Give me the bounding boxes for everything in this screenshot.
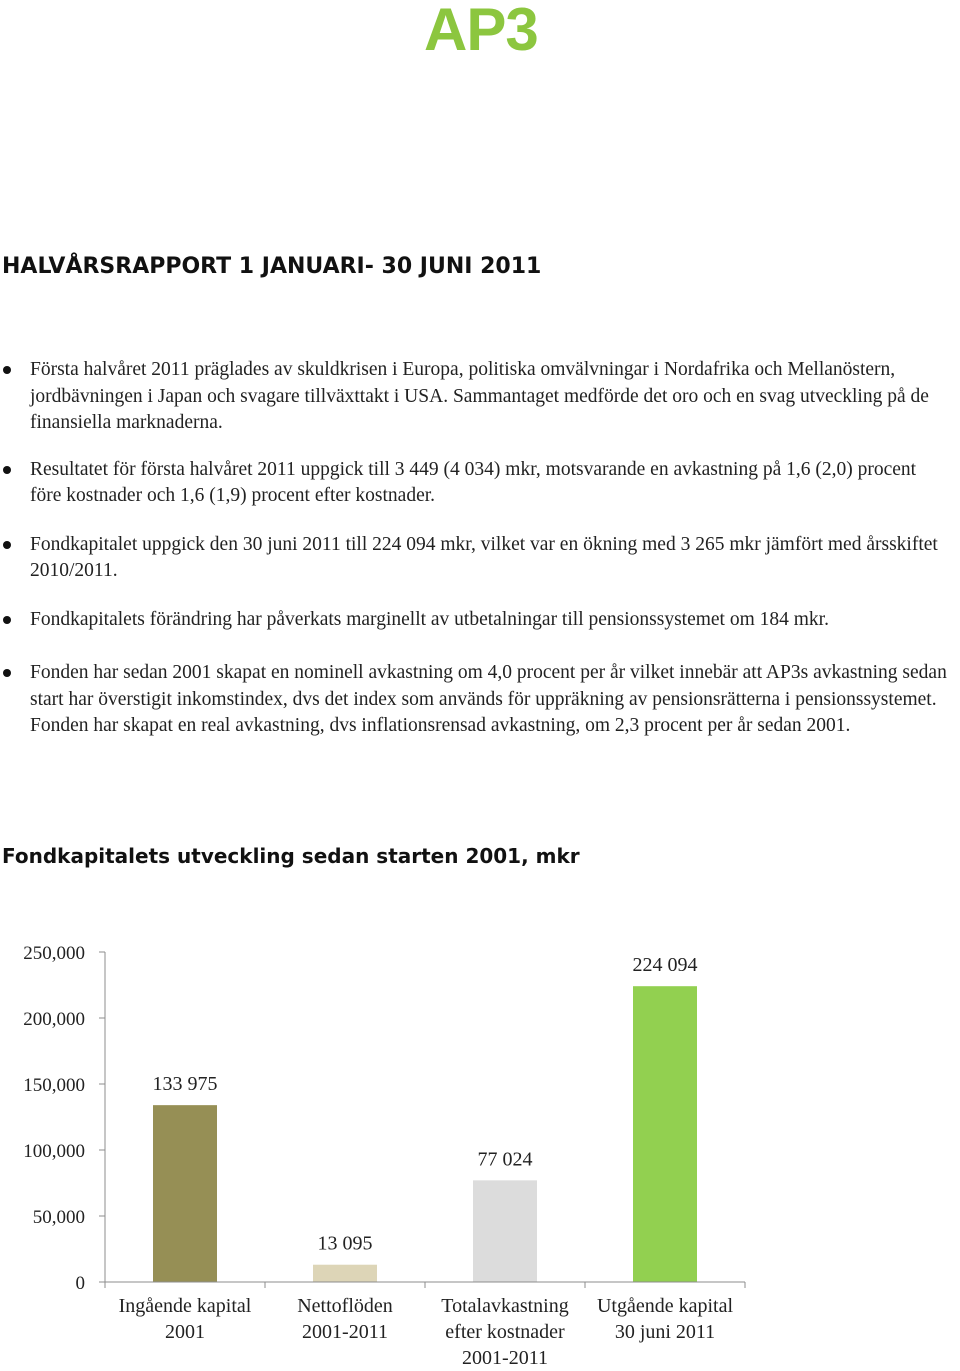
bullet-item-market: Första halvåret 2011 präglades av skuldkrisen i Europa, politiska omvälvningar i Nordafrika och Mellanöstern, jordbävningen i Japan och svagare tillväxttakt i USA. Sammantaget medförde det oro och en svag utveckling på de finansiella marknaderna. <box>0 357 950 437</box>
bar <box>313 1265 377 1282</box>
fund-capital-bar-chart <box>0 920 960 1371</box>
x-category-label <box>441 1295 568 1369</box>
bar <box>473 1180 537 1282</box>
y-tick-label: 100,000 <box>23 1141 85 1162</box>
report-title: HALVÅRSRAPPORT 1 JANUARI- 30 JUNI 2011 <box>2 254 542 279</box>
bar <box>633 986 697 1282</box>
y-tick-label: 0 <box>75 1273 85 1294</box>
data-label: 77 024 <box>477 1148 533 1171</box>
data-label: 13 095 <box>317 1232 373 1255</box>
x-category-label-line: efter kostnader <box>445 1321 565 1343</box>
y-tick-label: 250,000 <box>23 943 85 964</box>
x-category-label-line: 2001-2011 <box>302 1321 388 1343</box>
bullet-item-result: Resultatet för första halvåret 2011 uppgick till 3 449 (4 034) mkr, motsvarande en avkastning på 1,6 (2,0) procent före kostnader och 1,6 (1,9) procent efter kostnader. <box>0 457 950 510</box>
data-label: 133 975 <box>152 1073 218 1096</box>
x-category-label-line: 2001-2011 <box>462 1347 548 1369</box>
chart-title: Fondkapitalets utveckling sedan starten 2001, mkr <box>2 844 580 868</box>
bullet-item-fund-capital: Fondkapitalet uppgick den 30 juni 2011 till 224 094 mkr, vilket var en ökning med 3 265 mkr jämfört med årsskiftet 2010/2011. <box>0 532 950 585</box>
y-tick-label: 200,000 <box>23 1009 85 1030</box>
x-category-label <box>119 1295 252 1343</box>
bullet-item-payouts: Fondkapitalets förändring har påverkats marginellt av utbetalningar till pensionssystemet om 184 mkr. <box>0 607 950 634</box>
x-category-label <box>597 1295 733 1343</box>
x-category-label-line: Ingående kapital <box>118 1295 252 1317</box>
bullet-item-return-since-start: Fonden har sedan 2001 skapat en nominell avkastning om 4,0 procent per år vilket innebär att AP3s avkastning sedan start har överstigit inkomstindex, dvs det index som används för uppräkning av pensionsrätterna i pensionssystemet. Fonden har skapat en real avkastning, dvs inflationsrensad avkastning, om 2,3 procent per år sedan 2001. <box>0 660 950 740</box>
ap3-logo: AP3 <box>424 0 538 63</box>
x-category-label-line: 2001 <box>165 1321 205 1343</box>
x-category-label-line: Nettoflöden <box>297 1295 393 1317</box>
data-label: 224 094 <box>632 954 698 977</box>
y-tick-label: 150,000 <box>23 1075 85 1096</box>
y-tick-label: 50,000 <box>32 1207 85 1228</box>
x-category-label-line: 30 juni 2011 <box>614 1321 716 1343</box>
x-category-label-line: Totalavkastning <box>441 1295 569 1317</box>
x-category-label-line: Utgående kapital <box>596 1295 734 1317</box>
summary-bullet-list <box>0 357 950 740</box>
x-category-label <box>297 1295 393 1343</box>
bar <box>153 1105 217 1282</box>
